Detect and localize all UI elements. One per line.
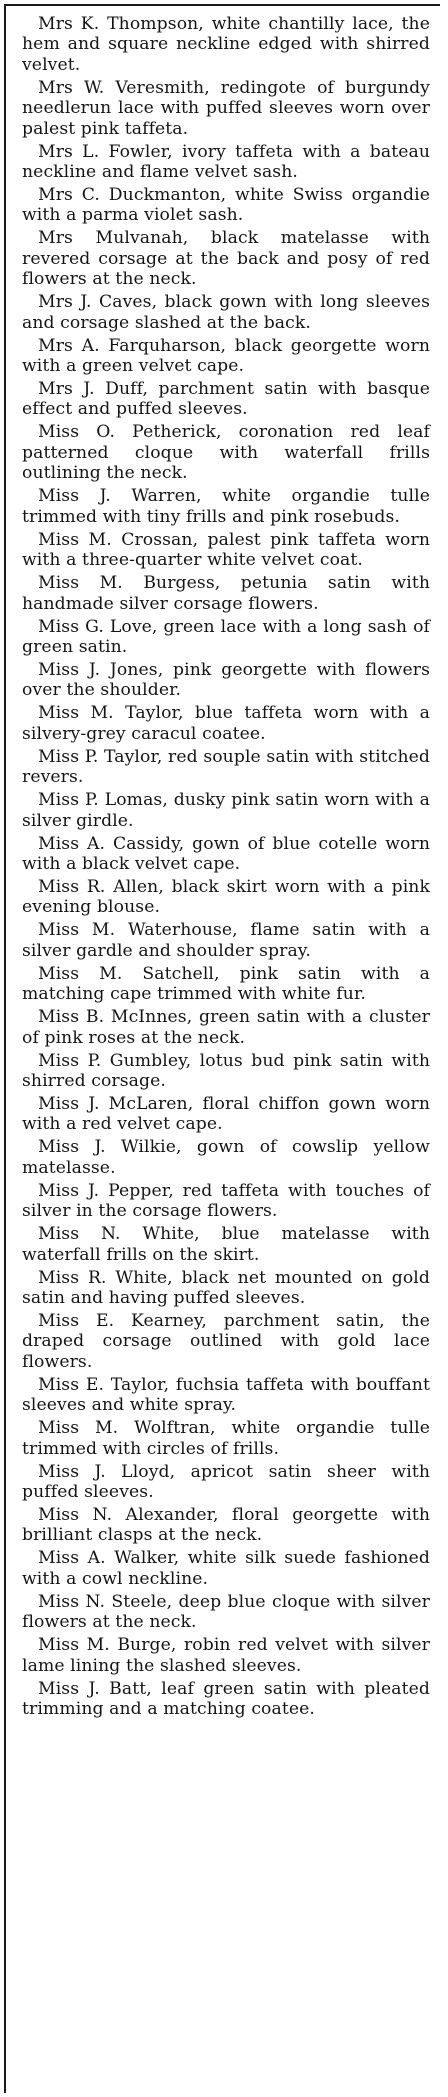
list-item: Miss M. Crossan, palest pink taffeta worn with a three-quarter white velvet coat. [22, 529, 430, 571]
list-item: Miss M. Taylor, blue taffeta worn with a silvery-grey caracul coatee. [22, 703, 430, 744]
list-item: Miss E. Taylor, fuchsia taffeta with bouffant sleeves and white spray. [22, 1374, 430, 1416]
list-item: Miss J. Pepper, red taffeta with touches of silver in the corsage flowers. [22, 1180, 430, 1222]
list-item: Miss J. McLaren, floral chiffon gown worn with a red velvet cape. [22, 1093, 430, 1135]
list-item: Mrs A. Farquharson, black georgette worn with a green velvet cape. [22, 335, 430, 377]
list-item: Miss N. White, blue matelasse with waterfall frills on the skirt. [22, 1224, 430, 1265]
list-item: Miss P. Taylor, red souple satin with stitched revers. [22, 746, 430, 788]
list-item: Miss E. Kearney, parchment satin, the draped corsage outlined with gold lace flowers. [22, 1311, 430, 1372]
newspaper-column [4, 4, 440, 2093]
list-item: Mrs C. Duckmanton, white Swiss organdie with a parma violet sash. [22, 185, 430, 226]
list-item: Mrs W. Veresmith, redingote of burgundy needlerun lace with puffed sleeves worn over palest pink taffeta. [22, 77, 430, 139]
list-item: Miss A. Walker, white silk suede fashioned with a cowl neckline. [22, 1548, 430, 1589]
list-item: Mrs J. Caves, black gown with long sleeves and corsage slashed at the back. [22, 292, 430, 333]
list-item: Mrs J. Duff, parchment satin with basque effect and puffed sleeves. [22, 379, 430, 420]
list-item: Miss R. Allen, black skirt worn with a pink evening blouse. [22, 876, 430, 918]
list-item: Miss M. Burge, robin red velvet with silver lame lining the slashed sleeves. [22, 1635, 430, 1676]
list-item: Miss J. Wilkie, gown of cowslip yellow matelasse. [22, 1137, 430, 1178]
list-item: Mrs K. Thompson, white chantilly lace, the hem and square neckline edged with shirred velvet. [22, 14, 430, 75]
list-item: Miss N. Steele, deep blue cloque with silver flowers at the neck. [22, 1591, 430, 1633]
list-item: Miss B. McInnes, green satin with a cluster of pink roses at the neck. [22, 1007, 430, 1048]
list-item: Miss M. Satchell, pink satin with a matching cape trimmed with white fur. [22, 963, 430, 1005]
list-item: Mrs Mulvanah, black matelasse with revered corsage at the back and posy of red flowers at the neck. [22, 228, 430, 290]
list-item: Miss O. Petherick, coronation red leaf patterned cloque with waterfall frills outlining the neck. [22, 422, 430, 484]
list-item: Miss M. Wolftran, white organdie tulle trimmed with circles of frills. [22, 1418, 430, 1459]
list-item: Miss J. Warren, white organdie tulle trimmed with tiny frills and pink rosebuds. [22, 486, 430, 527]
list-item: Miss R. White, black net mounted on gold satin and having puffed sleeves. [22, 1267, 430, 1308]
list-item: Miss P. Gumbley, lotus bud pink satin with shirred corsage. [22, 1050, 430, 1091]
list-item: Miss G. Love, green lace with a long sash of green satin. [22, 616, 430, 657]
list-item: Miss J. Lloyd, apricot satin sheer with puffed sleeves. [22, 1461, 430, 1503]
list-item: Miss J. Jones, pink georgette with flowers over the shoulder. [22, 659, 430, 701]
list-item: Mrs L. Fowler, ivory taffeta with a bateau neckline and flame velvet sash. [22, 141, 430, 183]
list-item: Miss A. Cassidy, gown of blue cotelle worn with a black velvet cape. [22, 833, 430, 874]
list-item: Miss J. Batt, leaf green satin with pleated trimming and a matching coatee. [22, 1678, 430, 1720]
list-item: Miss N. Alexander, floral georgette with brilliant clasps at the neck. [22, 1505, 430, 1546]
list-item: Miss M. Burgess, petunia satin with handmade silver corsage flowers. [22, 573, 430, 614]
list-item: Miss M. Waterhouse, flame satin with a silver gardle and shoulder spray. [22, 920, 430, 961]
list-item: Miss P. Lomas, dusky pink satin worn with a silver girdle. [22, 790, 430, 831]
